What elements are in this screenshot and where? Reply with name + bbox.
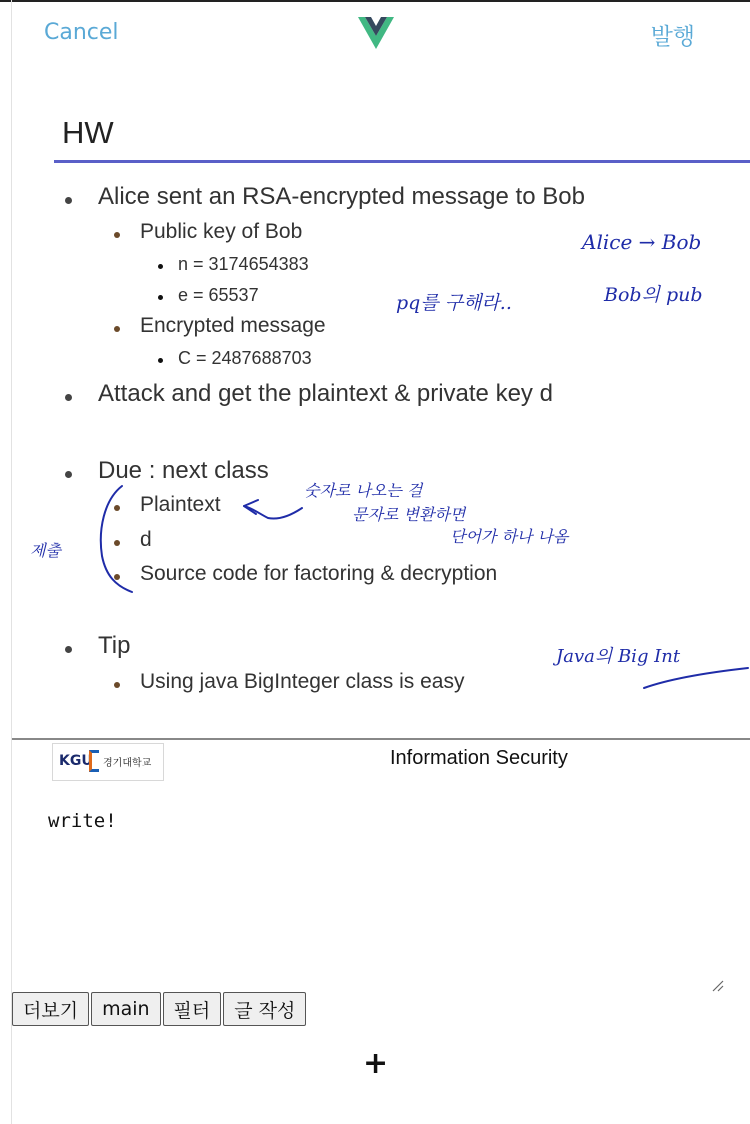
post-editor[interactable] [12, 800, 732, 995]
kgu-logo-text: KGU [59, 753, 93, 769]
bullet-c-value: C = 2487688703 [178, 348, 312, 368]
note-pq: pq를 구해라.. [396, 292, 512, 314]
main-button[interactable]: main [91, 992, 160, 1026]
bullet-d: d [140, 528, 152, 551]
note-alice-bob: Alice → Bob [582, 230, 702, 254]
kgu-logo-mark [89, 750, 99, 772]
bullet-public-key: Public key of Bob [140, 220, 303, 243]
bullet-dot [65, 394, 72, 401]
note-java: Java의 Big Int [556, 646, 681, 667]
note-word: 단어가 하나 나옴 [450, 527, 569, 546]
note-numbers: 숫자로 나오는 걸 [304, 481, 423, 500]
kgu-logo-korean: 경기대학교 [103, 758, 152, 769]
arrow-stroke [244, 506, 302, 519]
add-button[interactable]: + [363, 1046, 389, 1081]
kgu-logo [52, 743, 164, 781]
bullet-java: Using java BigInteger class is easy [140, 670, 465, 693]
toolbar [12, 992, 306, 1026]
note-convert: 문자로 변환하면 [352, 505, 466, 524]
bullet-tip: Tip [98, 632, 131, 659]
bullet-dot [65, 471, 72, 478]
bullet-dot [114, 682, 120, 688]
bullet-alice: Alice sent an RSA-encrypted message to Bob [98, 183, 585, 210]
bullet-n-value: n = 3174654383 [178, 254, 309, 274]
more-button[interactable]: 더보기 [12, 992, 89, 1026]
cancel-button[interactable]: Cancel [44, 20, 119, 45]
bullet-dot [114, 326, 120, 332]
bullet-dot [114, 505, 120, 511]
bullet-source-code: Source code for factoring & decryption [140, 562, 498, 585]
slide-title: HW [62, 115, 114, 150]
app-header [0, 0, 750, 70]
bullet-dot [114, 232, 120, 238]
underline-stroke [644, 668, 748, 688]
bullet-attack: Attack and get the plaintext & private key d [98, 380, 553, 407]
bullet-dot [158, 264, 163, 269]
vue-logo-icon [358, 17, 394, 49]
publish-button[interactable]: 발행 [650, 24, 695, 50]
note-bob-pub: Bob의 pub [604, 284, 703, 306]
bullet-dot [158, 358, 163, 363]
bullet-dot [65, 197, 72, 204]
course-title: Information Security [390, 747, 568, 769]
note-submit: 제출 [30, 541, 61, 560]
bullet-e-value: e = 65537 [178, 285, 259, 305]
bullet-due: Due : next class [98, 457, 269, 484]
bullet-encrypted-message: Encrypted message [140, 314, 326, 337]
title-divider [54, 160, 750, 163]
resize-handle-icon[interactable] [710, 978, 724, 992]
bullet-plaintext: Plaintext [140, 493, 221, 516]
bullet-dot [65, 646, 72, 653]
bullet-dot [114, 574, 120, 580]
filter-button[interactable]: 필터 [163, 992, 222, 1026]
slide-image [12, 90, 750, 795]
slide-footer-divider [12, 738, 750, 740]
bullet-dot [158, 295, 163, 300]
bullet-dot [114, 540, 120, 546]
arrow-head [244, 500, 258, 514]
write-post-button[interactable]: 글 작성 [223, 992, 306, 1026]
